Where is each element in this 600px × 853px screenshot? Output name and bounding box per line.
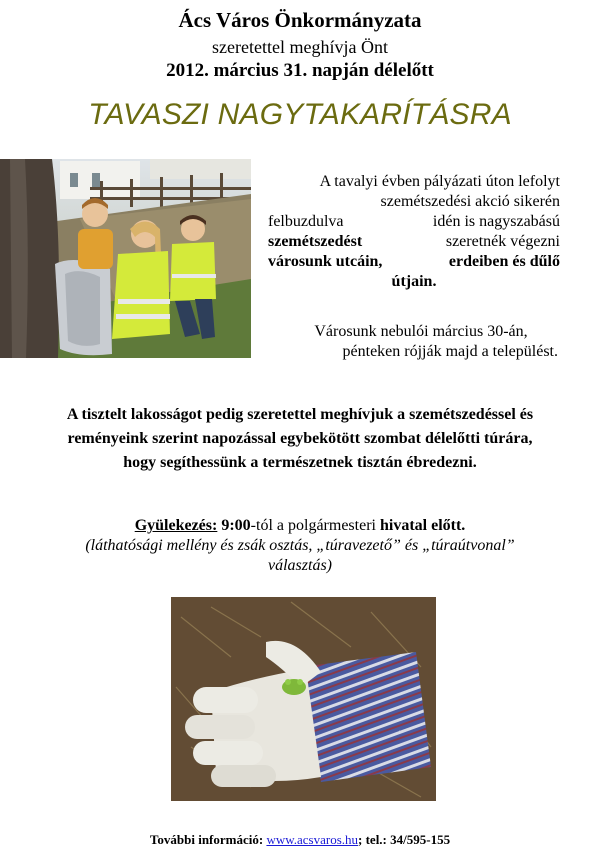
intro-line — [268, 232, 560, 252]
intro-paragraph — [268, 172, 560, 292]
intro-word: idén is nagyszabású — [432, 213, 560, 230]
gathering-text: -tól a polgármesteri — [250, 517, 380, 534]
website-link[interactable]: www.acsvaros.hu — [266, 832, 359, 847]
intro-word: városunk utcáin, — [268, 253, 383, 270]
intro-line — [268, 252, 560, 272]
invitation-line: A tisztelt lakosságot pedig szeretettel meghívjuk a szemétszedéssel és — [66, 406, 534, 423]
invite-line: szeretettel meghívja Önt — [212, 37, 388, 57]
gathering-note: választás) — [268, 557, 332, 574]
intro-line: A tavalyi évben pályázati úton lefolyt — [319, 173, 560, 190]
intro-word: erdeiben és dűlő — [448, 253, 560, 270]
gathering-note: (láthatósági mellény és zsák osztás, „túravezető” és „túraútvonal” — [85, 537, 515, 554]
intro-word: felbuzdulva — [268, 213, 344, 230]
intro-line — [268, 212, 560, 232]
footer-phone: ; tel.: 34/595-155 — [358, 832, 451, 847]
schoolchildren-note — [280, 322, 562, 362]
gathering-info — [0, 516, 600, 576]
organization-name: Ács Város Önkormányzata — [178, 8, 422, 32]
invitation-line: reményeink szerint napozással egybekötött szombat délelőtti túrára, — [67, 430, 533, 447]
gathering-place: hivatal előtt. — [379, 517, 466, 534]
note-line: pénteken rójják majd a települést. — [342, 343, 558, 360]
invitation-paragraph — [0, 403, 600, 475]
work-glove-with-frog-photo — [171, 597, 436, 801]
children-collecting-trash-photo — [0, 159, 251, 358]
invitation-line: hogy segíthessünk a természetnek tisztán ébredezni. — [123, 454, 477, 471]
footer-info — [0, 832, 600, 848]
intro-line: szemétszedési akció sikerén — [380, 193, 560, 210]
intro-line: útjain. — [391, 273, 437, 290]
gathering-line — [0, 516, 600, 536]
event-date: 2012. március 31. napján délelőtt — [166, 60, 434, 81]
intro-word: szemétszedést — [268, 233, 363, 250]
note-line: Városunk nebulói március 30-án, — [314, 323, 528, 340]
gathering-label: Gyülekezés: — [134, 517, 218, 534]
gathering-time: 9:00 — [221, 517, 251, 534]
event-title: TAVASZI NAGYTAKARÍTÁSRA — [88, 98, 512, 131]
intro-word: szeretnék végezni — [445, 233, 560, 250]
footer-label: További információ: — [149, 832, 267, 847]
